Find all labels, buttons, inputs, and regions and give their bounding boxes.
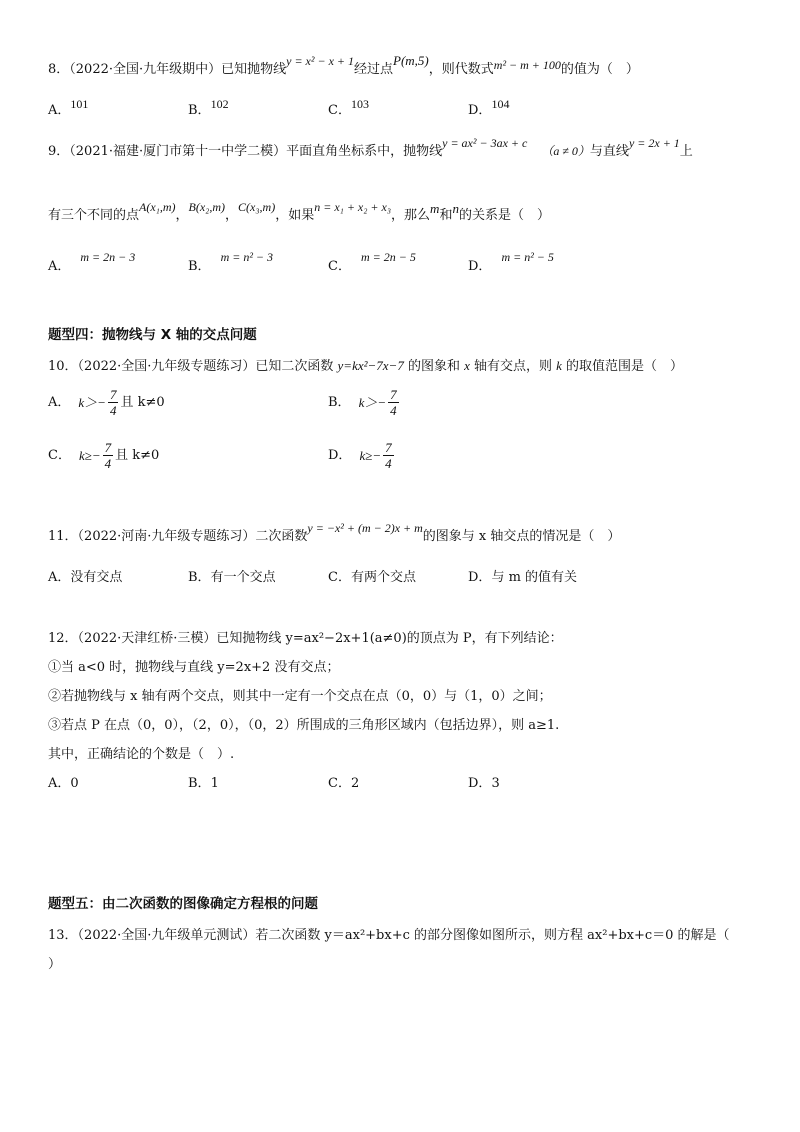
q12-option-d[interactable]: D．3	[468, 776, 500, 791]
fraction: $\frac{7}{4}$	[385, 440, 392, 471]
q8-option-d[interactable]: D．104	[468, 97, 510, 118]
q9-point-c: C(x₃,m)	[238, 200, 276, 214]
q8-option-b[interactable]: B．102	[188, 97, 229, 118]
q9-mid1: 与直线	[589, 144, 629, 159]
q9-formula: y = ax² − 3ax + c	[442, 136, 528, 150]
fraction: $\frac{7}{4}$	[109, 387, 117, 418]
q8-point: P(m,5)	[393, 53, 429, 68]
q9-option-d[interactable]: D．m = n² − 5	[468, 250, 554, 274]
q9-end1: 上	[679, 144, 693, 159]
q11-formula: y = −x² + (m − 2)x + m	[307, 521, 423, 535]
q10-option-c[interactable]: C． k≥− $\frac{7}{4}$ 且 k≠0	[48, 440, 160, 471]
q13-stem-line1: 13．（2022·全国·九年级单元测试）若二次函数 y＝ax²+bx+c 的部分图像如图所示，则方程 ax²+bx+c＝0 的解是（	[48, 928, 730, 943]
q12-question: 其中，正确结论的个数是（ ）.	[48, 747, 235, 762]
q8-formula: y = x² − x + 1	[286, 54, 354, 68]
q11-stem: 11．（2022·河南·九年级专题练习）二次函数y = −x² + (m − 2)x + m的图象与 x 轴交点的情况是（ ）	[48, 521, 621, 544]
q9-option-c[interactable]: C．m = 2n − 5	[328, 250, 416, 274]
q12-option-b[interactable]: B．1	[188, 776, 219, 791]
q8-mid1: 经过点	[354, 62, 394, 77]
q9-stem-line2: 有三个不同的点A(x₁,m)，B(x₂,m)，C(x₃,m)，如果n = x₁ + x₂ + x₃，那么m和n的关系是（ ）	[48, 200, 550, 223]
q11-option-a[interactable]: A．没有交点	[48, 570, 123, 585]
q9-option-b[interactable]: B．m = n² − 3	[188, 250, 274, 274]
q13-stem-line2: ）	[48, 957, 62, 972]
q8-stem	[48, 53, 639, 77]
q9-n-expr: n = x₁ + x₂ + x₃	[314, 200, 392, 214]
fraction: $\frac{7}{4}$	[390, 387, 397, 418]
section-5-heading: 题型五：由二次函数的图像确定方程根的问题	[48, 896, 318, 912]
q8-prefix: 8．（2022·全国·九年级期中）已知抛物线	[48, 62, 287, 77]
section-4-heading: 题型四：抛物线与 X 轴的交点问题	[48, 327, 257, 343]
q12-conclusion-2: ②若抛物线与 x 轴有两个交点，则其中一定有一个交点在点（0，0）与（1，0）之间；	[48, 689, 552, 704]
q9-prefix: 9．（2021·福建·厦门市第十一中学二模）平面直角坐标系中，抛物线	[48, 144, 443, 159]
q12-option-a[interactable]: A．0	[48, 776, 79, 791]
q9-cond: （a ≠ 0）	[541, 144, 590, 158]
q12-conclusion-3: ③若点 P 在点（0，0），（2，0），（0，2）所围成的三角形区域内（包括边界），则 a≥1.	[48, 718, 560, 733]
q10-option-b[interactable]: B． k＞− $\frac{7}{4}$	[328, 387, 397, 418]
q8-option-a[interactable]: A．101	[48, 97, 89, 118]
q10-option-d[interactable]: D． k≥− $\frac{7}{4}$	[328, 440, 392, 471]
q9-option-a[interactable]: A．m = 2n − 3	[48, 250, 136, 274]
q10-option-a[interactable]: A． k＞− $\frac{7}{4}$ 且 k≠0	[48, 387, 165, 418]
q11-option-d[interactable]: D．与 m 的值有关	[468, 570, 578, 585]
q12-conclusion-1: ①当 a<0 时，抛物线与直线 y=2x+2 没有交点；	[48, 660, 340, 675]
q9-line: y = 2x + 1	[628, 136, 680, 150]
fraction: $\frac{7}{4}$	[104, 440, 112, 471]
q12-stem: 12．（2022·天津红桥·三模）已知抛物线 y=ax²−2x+1(a≠0)的顶点为 P，有下列结论：	[48, 631, 563, 646]
q10-stem: 10．（2022·全国·九年级专题练习）已知二次函数 y=kx²−7x−7 的图象和 x 轴有交点，则 k 的取值范围是（ ）	[48, 358, 684, 374]
q9-point-a: A(x₁,m)	[139, 200, 176, 214]
q9-point-b: B(x₂,m)	[188, 200, 226, 214]
q8-option-c[interactable]: C．103	[328, 97, 369, 118]
q8-expr: m² − m + 100	[493, 58, 561, 72]
q8-suffix: 的值为（ ）	[560, 62, 639, 77]
q11-option-b[interactable]: B．有一个交点	[188, 570, 276, 585]
q9-stem-line1	[48, 136, 693, 159]
q11-option-c[interactable]: C．有两个交点	[328, 570, 416, 585]
q8-mid2: ，则代数式	[428, 62, 494, 77]
q12-option-c[interactable]: C．2	[328, 776, 360, 791]
